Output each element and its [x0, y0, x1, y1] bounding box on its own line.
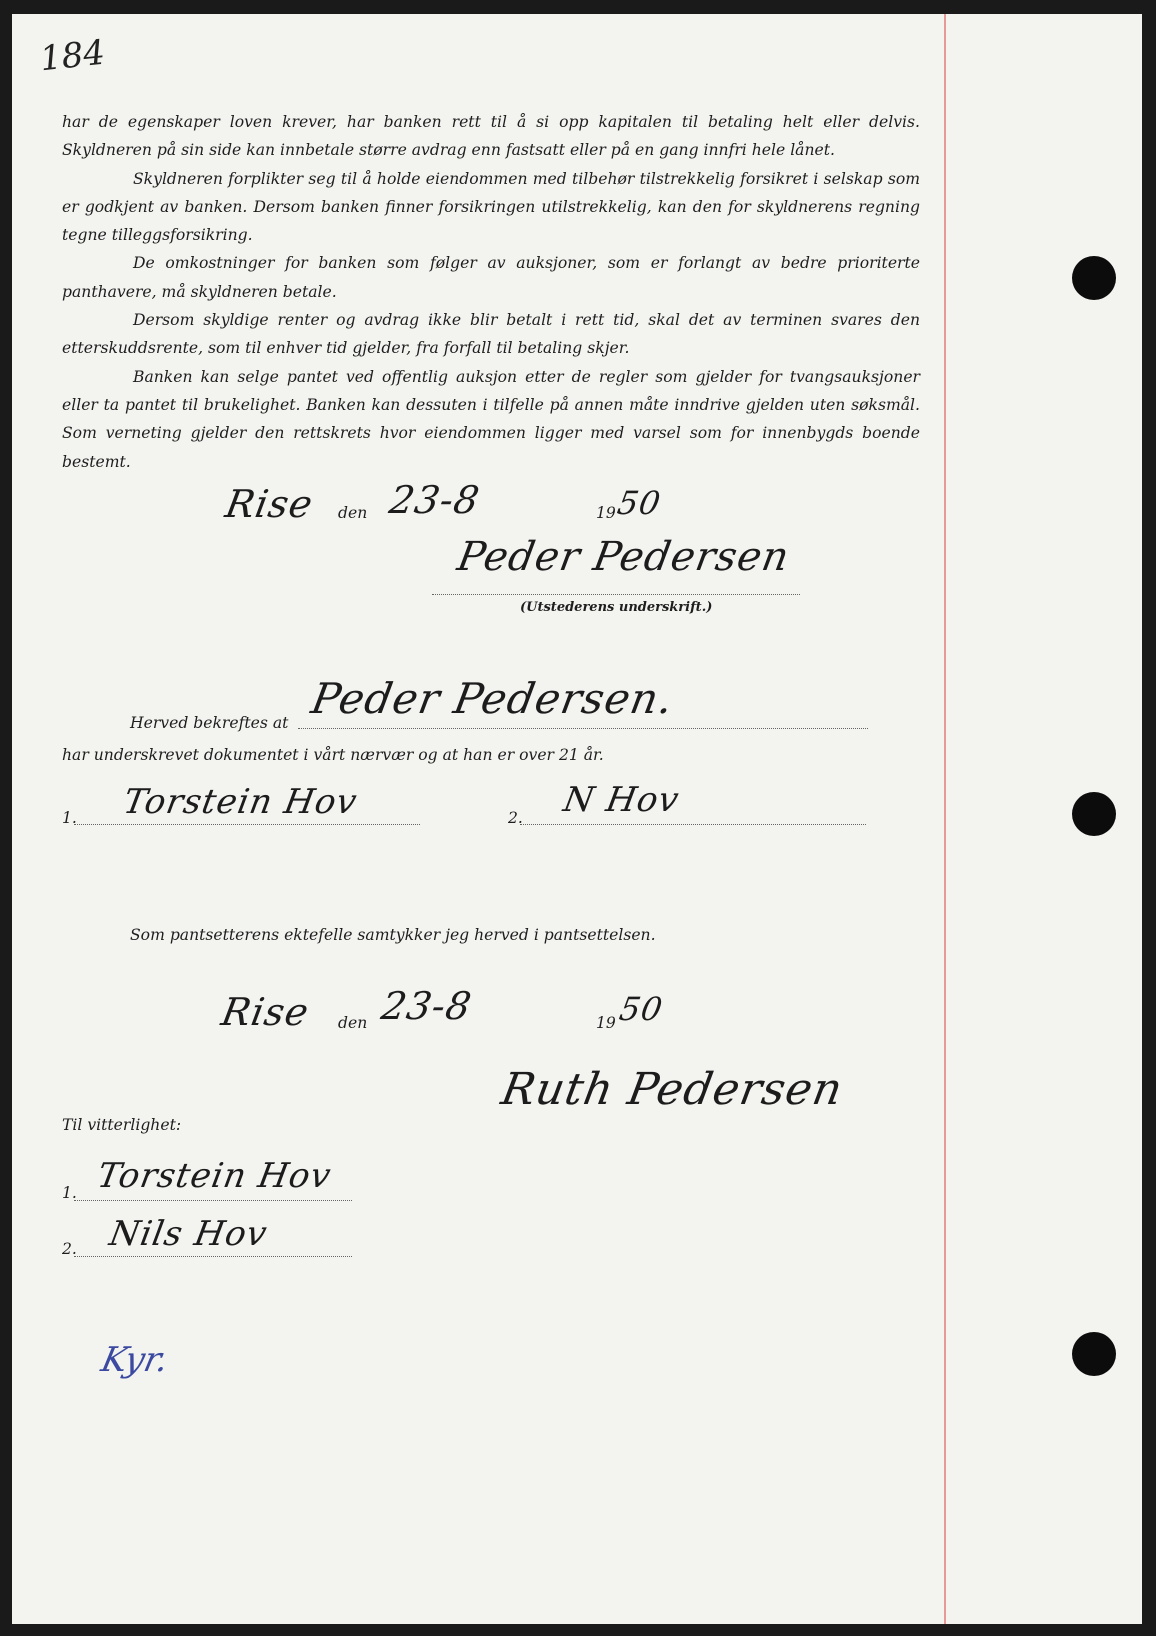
punch-hole-bottom: [1072, 1332, 1116, 1376]
terms-text: [62, 108, 920, 476]
witnessed-name: Peder Pedersen.: [307, 674, 678, 723]
paragraph-5: Banken kan selge pantet ved offentlig auksjon etter de regler som gjelder for tvangsauksjoner eller ta pantet til brukelighet. Banken kan dessuten i tilfelle på annen måte inndrive gjelden uten søksmål. Som verneting gjelder den rettskrets hvor eiendommen ligger med varsel som for innenbygds boende bestemt.: [62, 367, 920, 471]
witness-1-line: [74, 824, 420, 825]
spouse-consent-text: Som pantsetterens ektefelle samtykker jeg herved i pantsettelsen.: [130, 926, 656, 944]
spouse-signature: Ruth Pedersen: [497, 1064, 847, 1115]
spouse-year-prefix: 19: [596, 1014, 616, 1032]
spouse-witness-1-line: [74, 1200, 352, 1201]
issuer-date: 23-8: [386, 478, 484, 522]
spouse-year-suffix: 50: [616, 990, 667, 1028]
issuer-year-prefix: 19: [596, 504, 616, 522]
witness-statement-text: har underskrevet dokumentet i vårt nærvær og at han er over 21 år.: [62, 746, 604, 764]
witness-intro: Herved bekreftes at: [130, 714, 289, 732]
issuer-year-suffix: 50: [614, 484, 665, 522]
spouse-den-label: den: [338, 1014, 368, 1032]
witness-1-number: 1.: [62, 809, 77, 827]
spouse-witness-2-number: 2.: [62, 1240, 77, 1258]
margin-rule: [944, 14, 946, 1624]
vitterlighet-label: Til vitterlighet:: [62, 1116, 182, 1134]
document-page: [12, 14, 1142, 1624]
spouse-date: 23-8: [378, 984, 476, 1028]
paragraph-1: har de egenskaper loven krever, har banken rett til å si opp kapitalen til betaling helt eller delvis. Skyldneren på sin side kan innbetale større avdrag enn fastsatt eller på en gang innfri hele lånet.: [62, 113, 920, 160]
punch-hole-top: [1072, 256, 1116, 300]
spouse-witness-2-line: [74, 1256, 352, 1257]
witness-2-number: 2.: [508, 809, 523, 827]
issuer-signature-caption: (Utstederens underskrift.): [520, 600, 713, 615]
issuer-place: Rise: [222, 482, 317, 526]
clerk-initials: Kyr.: [97, 1340, 173, 1380]
witnessed-name-line: [298, 728, 868, 729]
spouse-place: Rise: [218, 990, 313, 1034]
paragraph-2: Skyldneren forplikter seg til å holde eiendommen med tilbehør tilstrekkelig forsikret i selskap som er godkjent av banken. Dersom banken finner forsikringen utilstrekkelig, kan den for skyldnerens regning tegne tilleggsforsikring.: [62, 169, 920, 245]
spouse-witness-1-signature: Torstein Hov: [94, 1156, 335, 1196]
paragraph-4: Dersom skyldige renter og avdrag ikke blir betalt i rett tid, skal det av terminen svares den etterskuddsrente, som til enhver tid gjelder, fra forfall til betaling skjer.: [62, 311, 920, 358]
page-number: 184: [38, 32, 107, 80]
witness-2-signature: N Hov: [560, 780, 683, 820]
witness-1-signature: Torstein Hov: [120, 782, 361, 822]
spouse-witness-2-signature: Nils Hov: [106, 1214, 271, 1254]
spouse-witness-1-number: 1.: [62, 1184, 77, 1202]
paragraph-3: De omkostninger for banken som følger av auksjoner, som er forlangt av bedre prioriterte panthavere, må skyldneren betale.: [62, 254, 920, 301]
punch-hole-middle: [1072, 792, 1116, 836]
witness-2-line: [520, 824, 866, 825]
issuer-signature: Peder Pedersen: [453, 534, 794, 580]
issuer-signature-line: [432, 594, 800, 595]
issuer-den-label: den: [338, 504, 368, 522]
